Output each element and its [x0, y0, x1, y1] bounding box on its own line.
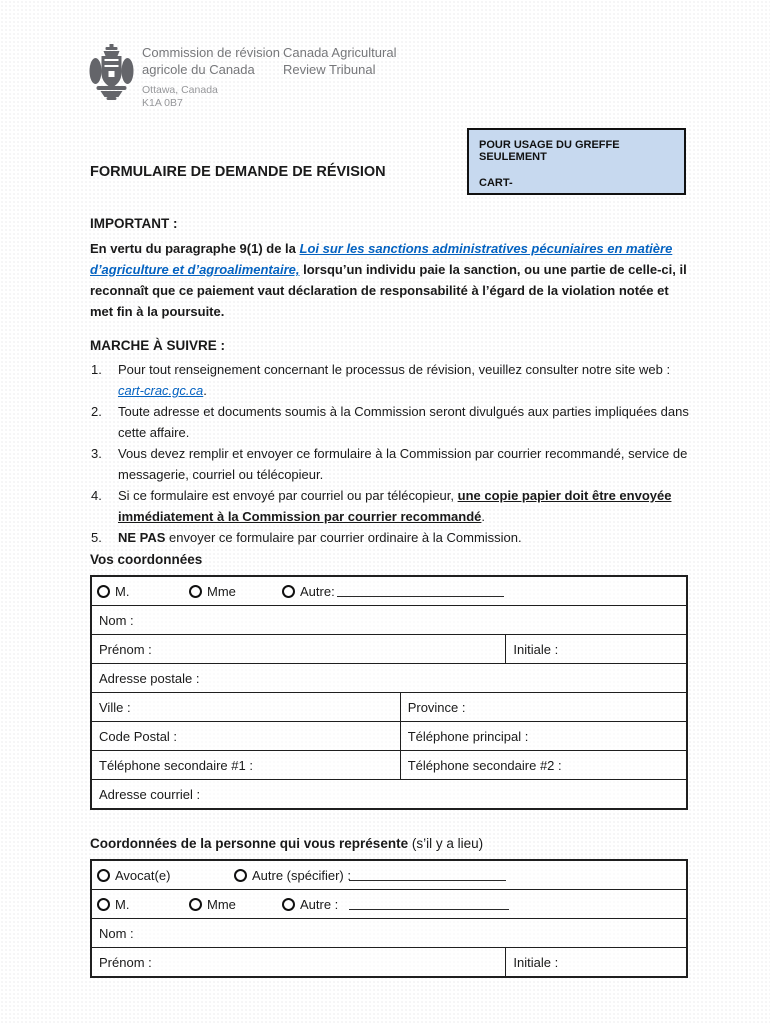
radio-label: M. — [115, 583, 130, 599]
radio-m-icon[interactable] — [97, 898, 110, 911]
province-field[interactable] — [400, 693, 686, 721]
representative-heading-bold: Coordonnées de la personne qui vous représente — [90, 836, 409, 851]
salutation-option-m[interactable] — [97, 577, 129, 605]
radio-mme-icon[interactable] — [189, 585, 202, 598]
table-row — [92, 663, 686, 692]
cart-number-field[interactable]: CART- — [479, 177, 513, 189]
step-tail-text: . — [481, 509, 486, 524]
your-info-table — [90, 575, 688, 810]
representative-heading — [90, 836, 688, 851]
radio-label: Autre (spécifier) : — [252, 867, 351, 883]
field-label: Prénom : — [99, 641, 152, 657]
rep-salutation-option-mme[interactable] — [189, 890, 236, 918]
field-label: Province : — [407, 699, 466, 715]
radio-autre-icon[interactable] — [282, 585, 295, 598]
org-en-line2: Review Tribunal — [283, 62, 376, 77]
step-item-2 — [90, 401, 698, 443]
rep-prenom-field[interactable] — [92, 948, 505, 976]
step-tail-text: . — [203, 383, 207, 398]
salutation-option-autre[interactable] — [282, 577, 335, 605]
radio-label: M. — [115, 896, 130, 912]
your-info-heading: Vos coordonnées — [90, 552, 203, 567]
radio-autre-icon[interactable] — [282, 898, 295, 911]
field-label: Adresse postale : — [99, 670, 200, 686]
field-label: Ville : — [99, 699, 131, 715]
canada-coat-of-arms-icon — [88, 44, 135, 104]
steps-heading: MARCHE À SUIVRE : — [90, 338, 226, 353]
step-item-4 — [90, 485, 698, 527]
steps-section — [90, 338, 698, 548]
important-section — [90, 216, 694, 322]
ville-field[interactable] — [92, 693, 400, 721]
radio-avocat-icon[interactable] — [97, 869, 110, 882]
rep-type-option-autre[interactable] — [234, 861, 351, 889]
rep-nom-field[interactable] — [92, 919, 686, 947]
rep-salutation-row — [92, 889, 686, 918]
table-row — [92, 779, 686, 808]
office-use-label: POUR USAGE DU GREFFE SEULEMENT — [479, 139, 620, 163]
org-address-line2: K1A 0B7 — [142, 97, 183, 109]
step-number: 5. — [91, 530, 102, 545]
step-bold-underline-text: une copie papier doit être envoyée immédiatement à la Commission par courrier recommandé — [118, 488, 672, 524]
field-label: Prénom : — [99, 954, 152, 970]
step-text: Si ce formulaire est envoyé par courriel ou par télécopieur, — [118, 488, 458, 503]
field-label: Nom : — [99, 925, 134, 941]
step-number: 3. — [91, 446, 102, 461]
representative-heading-suffix: (s’il y a lieu) — [408, 836, 484, 851]
radio-autre-specifier-icon[interactable] — [234, 869, 247, 882]
rep-initiale-field[interactable] — [505, 948, 686, 976]
table-row — [92, 750, 686, 779]
table-row — [92, 634, 686, 663]
important-heading: IMPORTANT : — [90, 216, 178, 231]
important-text-before: En vertu du paragraphe 9(1) de la — [90, 241, 300, 256]
important-paragraph — [90, 238, 694, 322]
field-label: Initiale : — [513, 954, 559, 970]
rep-salutation-option-autre[interactable] — [282, 890, 338, 918]
rep-type-row — [92, 861, 686, 889]
table-row — [92, 918, 686, 947]
radio-mme-icon[interactable] — [189, 898, 202, 911]
radio-label: Avocat(e) — [115, 867, 171, 883]
step-item-1 — [90, 359, 698, 401]
code-postal-field[interactable] — [92, 722, 400, 750]
radio-label: Mme — [207, 896, 236, 912]
step-number: 1. — [91, 362, 102, 377]
rep-type-option-avocat[interactable] — [97, 861, 170, 889]
autre-specifier-write-in-line[interactable] — [349, 879, 506, 881]
telephone-principal-field[interactable] — [400, 722, 686, 750]
rep-salutation-option-m[interactable] — [97, 890, 129, 918]
autre-write-in-line[interactable] — [337, 595, 504, 597]
salutation-option-mme[interactable] — [189, 577, 236, 605]
step-item-3 — [90, 443, 698, 485]
radio-m-icon[interactable] — [97, 585, 110, 598]
field-label: Adresse courriel : — [99, 786, 201, 802]
header-org-en-block — [283, 44, 396, 110]
step-text: Pour tout renseignement concernant le processus de révision, veuillez consulter notre site web : — [118, 362, 671, 377]
office-use-box — [467, 128, 686, 195]
adresse-postale-field[interactable] — [92, 664, 686, 692]
org-address-line1: Ottawa, Canada — [142, 84, 218, 96]
field-label: Initiale : — [513, 641, 559, 657]
your-info-section — [90, 552, 688, 810]
field-label: Téléphone secondaire #2 : — [407, 757, 562, 773]
table-row — [92, 721, 686, 750]
field-label: Nom : — [99, 612, 134, 628]
field-label: Téléphone secondaire #1 : — [99, 757, 253, 773]
step-bold-text: NE PAS — [118, 530, 166, 545]
step-text: Toute adresse et documents soumis à la Commission seront divulgués aux parties impliquées dans cette affaire. — [118, 404, 689, 440]
field-label: Téléphone principal : — [407, 728, 529, 744]
step-item-5 — [90, 527, 698, 548]
telephone-secondaire1-field[interactable] — [92, 751, 400, 779]
org-fr-line2: agricole du Canada — [142, 62, 255, 77]
header-org-fr-block — [142, 44, 283, 110]
rep-autre-write-in-line[interactable] — [349, 908, 509, 910]
step-number: 4. — [91, 488, 102, 503]
website-link[interactable]: cart-crac.gc.ca — [118, 383, 204, 398]
radio-label: Autre: — [300, 583, 335, 599]
step-number: 2. — [91, 404, 102, 419]
page-header — [88, 44, 396, 110]
step-text: envoyer ce formulaire par courrier ordinaire à la Commission. — [165, 530, 522, 545]
table-row — [92, 947, 686, 976]
table-row — [92, 692, 686, 721]
nom-field[interactable] — [92, 606, 686, 634]
initiale-field[interactable] — [505, 635, 686, 663]
org-fr-line1: Commission de révision — [142, 45, 280, 60]
representative-section — [90, 836, 688, 978]
radio-label: Mme — [207, 583, 236, 599]
field-label: Code Postal : — [99, 728, 178, 744]
radio-label: Autre : — [300, 896, 339, 912]
adresse-courriel-field[interactable] — [92, 780, 686, 808]
page-title: FORMULAIRE DE DEMANDE DE RÉVISION — [90, 164, 386, 180]
telephone-secondaire2-field[interactable] — [400, 751, 686, 779]
table-row — [92, 605, 686, 634]
law-link[interactable]: Loi sur les sanctions administratives pécuniaires en matière d’agriculture et d’agroalimentaire, — [90, 241, 673, 277]
step-text: Vous devez remplir et envoyer ce formulaire à la Commission par courrier recommandé, service de messagerie, courriel ou télécopieur. — [118, 446, 688, 482]
important-text-after: lorsqu’un individu paie la sanction, ou une partie de celle-ci, il reconnaît que ce paiement vaut déclaration de responsabilité à l’égard de la violation notée et met fin à la poursuite. — [90, 262, 687, 319]
prenom-field[interactable] — [92, 635, 505, 663]
org-en-line1: Canada Agricultural — [283, 45, 397, 60]
salutation-row — [92, 577, 686, 605]
steps-list — [90, 359, 698, 548]
representative-table — [90, 859, 688, 978]
